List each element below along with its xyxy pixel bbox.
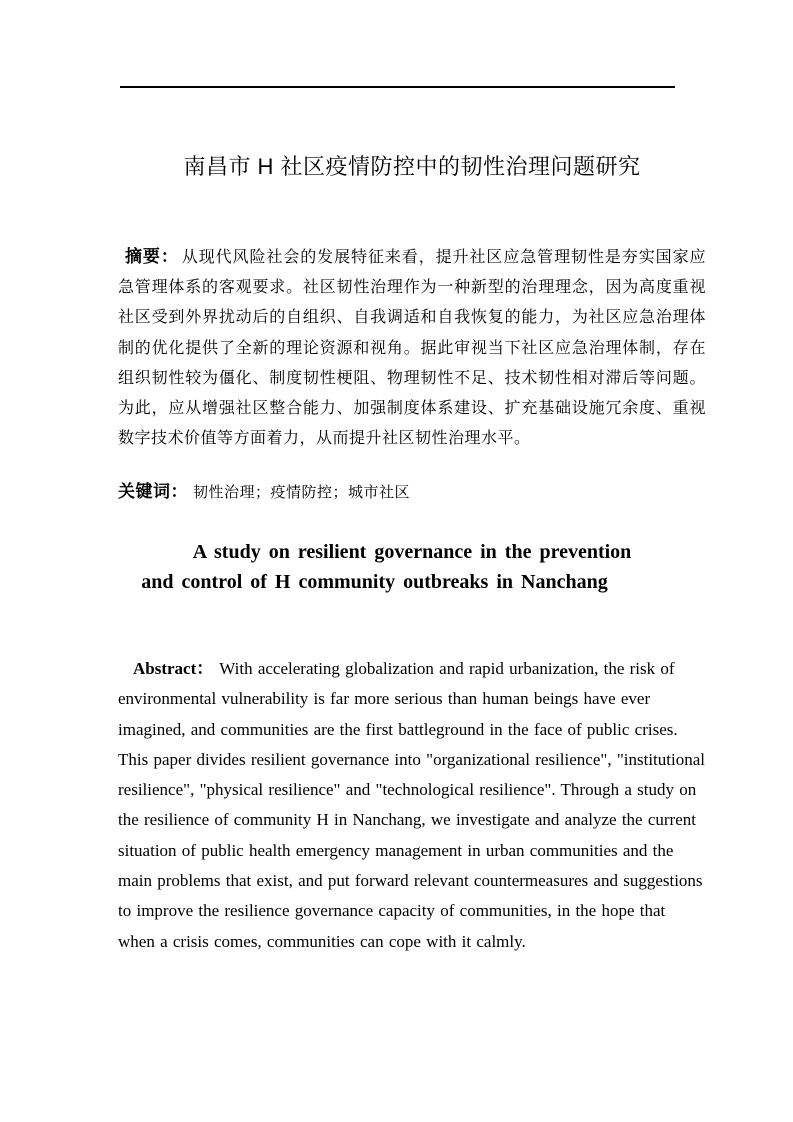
header-rule: [120, 86, 675, 88]
chinese-keywords-text: 韧性治理；疫情防控；城市社区: [193, 485, 411, 501]
english-title-line2: and control of H community outbreaks in Nanchang: [141, 571, 608, 593]
chinese-abstract-label: 摘要：: [125, 247, 179, 266]
chinese-abstract-paragraph: [118, 242, 706, 454]
english-title: [118, 537, 706, 597]
chinese-abstract-text: 从现代风险社会的发展特征来看，提升社区应急管理韧性是夯实国家应急管理体系的客观要求。社区韧性治理作为一种新型的治理理念，因为高度重视社区受到外界扰动后的自组织、自我调适和自我恢复的能力，为社区应急治理体制的优化提供了全新的理论资源和视角。据此审视当下社区应急治理体制，存在组织韧性较为僵化、制度韧性梗阻、物理韧性不足、技术韧性相对滞后等问题。为此，应从增强社区整合能力、加强制度体系建设、扩充基础设施冗余度、重视数字技术价值等方面着力，从而提升社区韧性治理水平。: [118, 249, 706, 448]
english-abstract-text: With accelerating globalization and rapid urbanization, the risk of environmental vulnerability is far more serious than human beings have ever imagined, and communities are the first battleground in the face of public crises. This paper divides resilient governance into "organizational resilience", "institutional resilience", "physical resilience" and "technological resilience". Through a study on the resilience of community H in Nanchang, we investigate and analyze the current situation of public health emergency management in urban communities and the main problems that exist, and put forward relevant countermeasures and suggestions to improve the resilience governance capacity of communities, in the hope that when a crisis comes, communities can cope with it calmly.: [118, 659, 705, 951]
chinese-title: 南昌市 H 社区疫情防控中的韧性治理问题研究: [183, 154, 641, 179]
english-abstract-paragraph: [118, 654, 706, 957]
chinese-keywords-label: 关键词：: [118, 482, 188, 501]
chinese-keywords-line: [118, 477, 706, 508]
english-abstract-label: Abstract：: [133, 659, 214, 678]
english-title-line1: A study on resilient governance in the prevention: [192, 541, 632, 563]
